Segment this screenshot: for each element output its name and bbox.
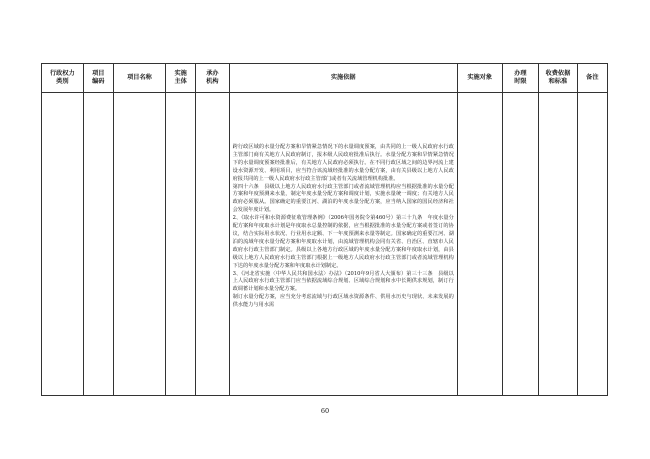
cell-item-code	[83, 93, 113, 396]
basis-paragraph: 3、《河北省实施〈中华人民共和国水法〉办法》（2010年9月省人大颁布）第三十三条 县级以上人民政府水行政主管部门应当依据流域综合规划、区域综合规划和水中长期供求规划，制订行政调蓄计划和水量分配方案。	[232, 270, 454, 293]
cell-fee-basis	[539, 93, 578, 396]
header-item-code: 项目 编码	[83, 64, 113, 93]
cell-power-category	[42, 93, 84, 396]
cell-handling-agency	[196, 93, 229, 396]
header-implementing-body: 实施 主体	[166, 64, 196, 93]
cell-remarks	[577, 93, 607, 396]
cell-implementation-basis	[229, 93, 457, 396]
header-handling-agency: 承办 机构	[196, 64, 229, 93]
header-remarks: 备注	[577, 64, 607, 93]
header-fee-basis: 收费依据 和标准	[539, 64, 578, 93]
cell-time-limit	[502, 93, 538, 396]
header-item-name: 项目名称	[113, 64, 165, 93]
cell-implementing-body	[166, 93, 196, 396]
header-target: 实施对象	[457, 64, 502, 93]
basis-paragraph: 制订水量分配方案，应当充分考虑流域与行政区域水资源条件、供用水历史与现状、未来发展的供水能力与用水需	[232, 294, 454, 309]
basis-paragraph: 跨行政区域的水量分配方案和旱情紧急情况下的水量调度预案，由共同的上一级人民政府水行政主管部门商有关地方人民政府制订，报本级人民政府批准后执行。水量分配方案和旱情紧急情况下的水量调度预案经批准后，有关地方人民政府必须执行。在不同行政区域之间的边界河流上建设水资源开发、利用项目，应当符合该流域经批准的水量分配方案，由有关县级以上地方人民政府报共同的上一级人民政府水行政主管部门或者有关流域管理机构批准。	[232, 144, 454, 182]
header-row	[42, 64, 608, 93]
header-implementation-basis: 实施依据	[229, 64, 457, 93]
power-list-table	[41, 63, 608, 396]
table-row	[42, 93, 608, 396]
header-power-category: 行政权力 类别	[42, 64, 84, 93]
page-number: 60	[320, 407, 330, 415]
cell-item-name	[113, 93, 165, 396]
basis-paragraph: 第四十六条 县级以上地方人民政府水行政主管部门或者流域管理机构应当根据批准的水量分配方案和年度预测来水量，制定年度水量分配方案和调度计划，实施水量统一调度；有关地方人民政府必须服从。国家确定的重要江河、湖泊的年度水量分配方案，应当纳入国家的国民经济和社会发展年度计划。	[232, 183, 454, 214]
basis-paragraph: 2、《取水许可和水资源费征收管理条例》（2006年国务院令第460号）第三十九条 年度水量分配方案和年度取水计划是年度取水总量控制的依据，应当根据批准的水量分配方案或者签订的协议，结合实际用水状况、行业用水定额、下一年度预测来水量等制定。国家确定的重要江河、湖泊的流域年度水量分配方案和年度取水计划，由流域管理机构会同有关省、自治区、直辖市人民政府水行政主管部门制定。县级以上各地方行政区域的年度水量分配方案和年度取水计划，由县级以上地方人民政府水行政主管部门根据上一级地方人民政府水行政主管部门或者流域管理机构下达的年度水量分配方案和年度取水计划制定。	[232, 215, 454, 269]
header-time-limit: 办理 时限	[502, 64, 538, 93]
cell-target	[457, 93, 502, 396]
basis-text	[230, 93, 457, 310]
